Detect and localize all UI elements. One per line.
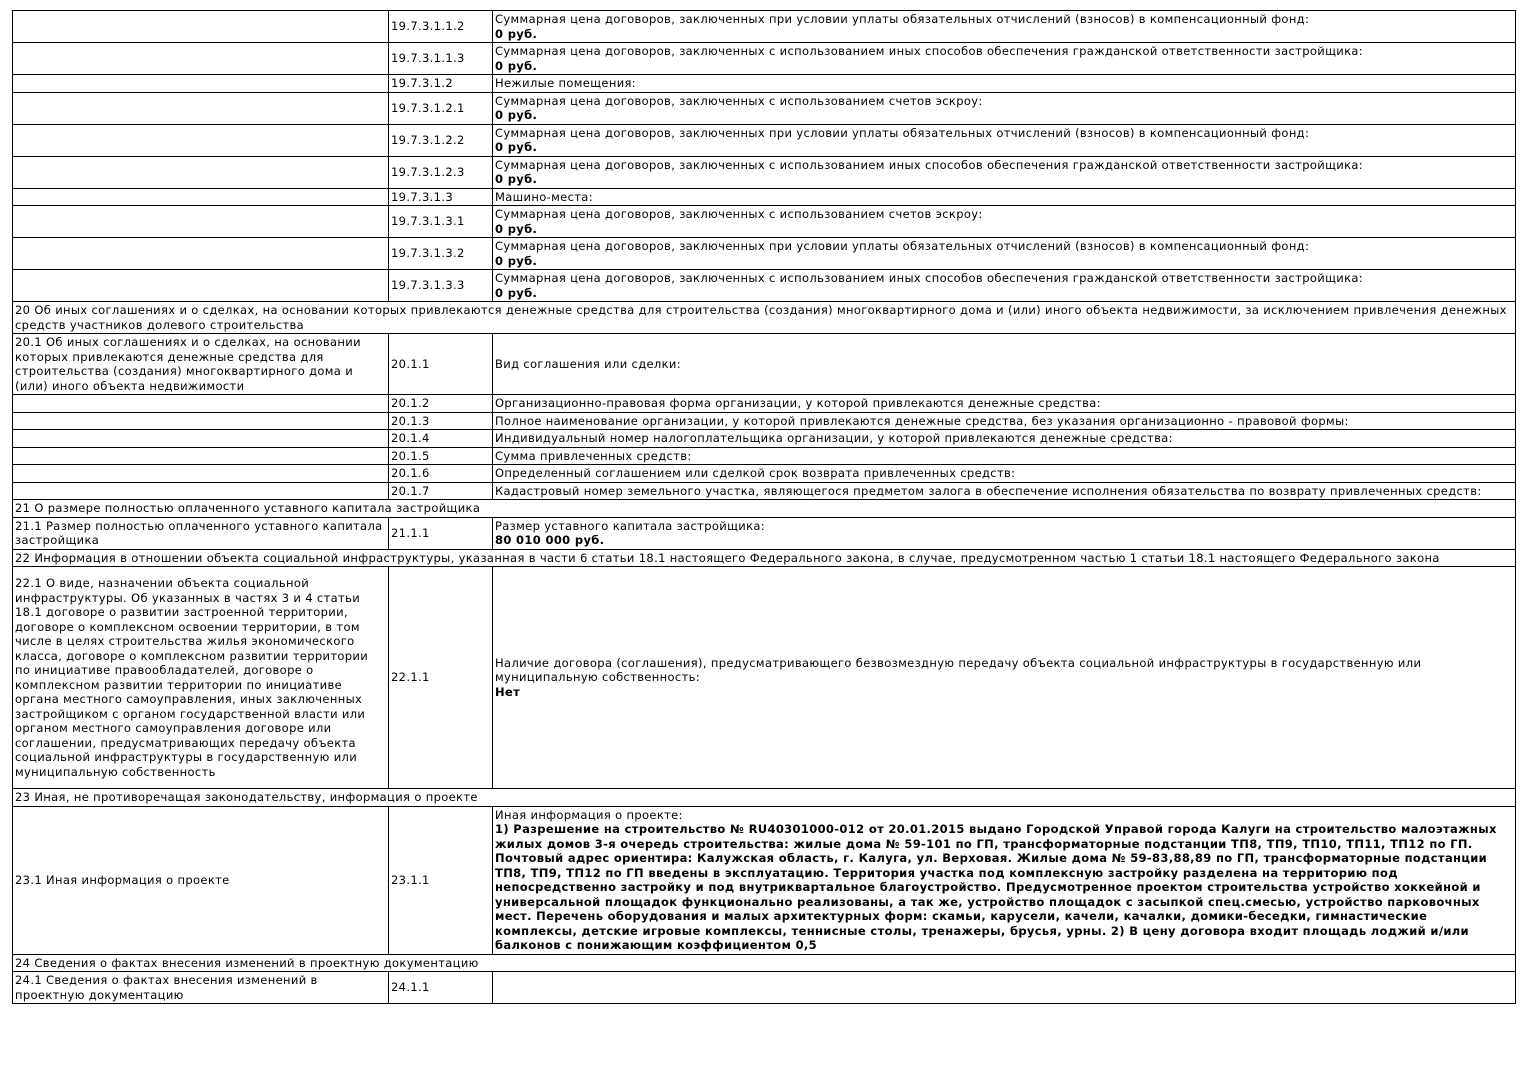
- row-content-cell: [493, 430, 1516, 448]
- row-content-cell: [493, 412, 1516, 430]
- row-content-cell: [493, 482, 1516, 500]
- row-value: 80 010 000 руб.: [495, 533, 605, 547]
- row-label: Кадастровый номер земельного участка, являющегося предметом залога в обеспечение исполнения обязательства по возврату привлеченных средств:: [495, 483, 1482, 498]
- row-content-cell: [493, 238, 1516, 270]
- row-subsection-cell: 21.1 Размер полностью оплаченного уставного капитала застройщика: [13, 517, 389, 549]
- row-subsection-cell: [13, 430, 389, 448]
- row-label: Суммарная цена договоров, заключенных при условии уплаты обязательных отчислений (взносов) в компенсационный фонд:: [495, 239, 1310, 253]
- row-code-cell: 19.7.3.1.1.3: [389, 43, 493, 75]
- row-content-cell: [493, 43, 1516, 75]
- row-code-cell: 22.1.1: [389, 567, 493, 789]
- table-row: [13, 567, 1516, 789]
- row-code-cell: 20.1.4: [389, 430, 493, 448]
- table-row: [13, 124, 1516, 156]
- row-label: Нежилые помещения:: [495, 76, 637, 90]
- row-label: Суммарная цена договоров, заключенных с использованием иных способов обеспечения гражданской ответственности застройщика:: [495, 157, 1364, 172]
- table-row: [13, 430, 1516, 448]
- row-subsection-cell: [13, 447, 389, 465]
- row-code-cell: 20.1.5: [389, 447, 493, 465]
- row-value: Нет: [495, 684, 521, 699]
- table-row: [13, 11, 1516, 43]
- row-content-cell: [493, 92, 1516, 124]
- row-code-cell: 21.1.1: [389, 517, 493, 549]
- row-code-cell: 19.7.3.1.3.3: [389, 270, 493, 302]
- row-content-cell: [493, 806, 1516, 954]
- table-row: [13, 806, 1516, 954]
- row-content-cell: [493, 11, 1516, 43]
- row-subsection-cell: [13, 156, 389, 188]
- row-code-cell: 20.1.7: [389, 482, 493, 500]
- row-subsection-cell: [13, 92, 389, 124]
- row-label: Вид соглашения или сделки:: [495, 356, 681, 371]
- table-row: [13, 517, 1516, 549]
- row-label: Индивидуальный номер налогоплательщика организации, у которой привлекаются денежные средства:: [495, 431, 1173, 445]
- row-label: Суммарная цена договоров, заключенных с использованием иных способов обеспечения гражданской ответственности застройщика:: [495, 271, 1364, 285]
- table-row: [13, 75, 1516, 93]
- table-row: [13, 92, 1516, 124]
- row-code-cell: 19.7.3.1.3.2: [389, 238, 493, 270]
- row-label: Сумма привлеченных средств:: [495, 448, 692, 463]
- row-subsection-cell: [13, 238, 389, 270]
- table-row: [13, 270, 1516, 302]
- row-code-cell: 19.7.3.1.1.2: [389, 11, 493, 43]
- row-label: Полное наименование организации, у которой привлекаются денежные средства, без указания организационно - правовой формы:: [495, 413, 1349, 428]
- row-subsection-cell: 22.1 О виде, назначении объекта социальной инфраструктуры. Об указанных в частях 3 и 4 статьи 18.1 договоре о развитии застроенной территории, договоре о комплексном освоении территории, в том числе в целях строительства жилья экономического класса, договоре о комплексном развитии территории по инициативе правообладателей, договоре о комплексном развитии территории по инициативе органа местного самоуправления, иных заключенных застройщиком с органом государственной власти или органом местного самоуправления договоре или соглашении, предусматривающих передачу объекта социальной инфраструктуры в государственную или муниципальную собственность: [13, 567, 389, 789]
- row-value: 0 руб.: [495, 108, 538, 122]
- row-label: Суммарная цена договоров, заключенных с использованием счетов эскроу:: [495, 93, 983, 108]
- row-subsection-cell: [13, 412, 389, 430]
- row-value: 0 руб.: [495, 221, 538, 236]
- table-row: [13, 972, 1516, 1004]
- row-label: Суммарная цена договоров, заключенных при условии уплаты обязательных отчислений (взносов) в компенсационный фонд:: [495, 12, 1310, 26]
- row-code-cell: 24.1.1: [389, 972, 493, 1004]
- row-subsection-cell: [13, 395, 389, 413]
- row-code-cell: 19.7.3.1.2.1: [389, 92, 493, 124]
- row-code-cell: 20.1.2: [389, 395, 493, 413]
- row-content-cell: [493, 206, 1516, 238]
- row-content-cell: [493, 75, 1516, 93]
- row-subsection-cell: 20.1 Об иных соглашениях и о сделках, на основании которых привлекаются денежные средства для строительства (создания) многоквартирного дома и (или) иного объекта недвижимости: [13, 334, 389, 395]
- row-content-cell: [493, 567, 1516, 789]
- row-content-cell: [493, 447, 1516, 465]
- section-header-row: [13, 954, 1516, 972]
- table-row: [13, 334, 1516, 395]
- row-label: Иная информация о проекте:: [495, 807, 683, 822]
- row-code-cell: 19.7.3.1.2: [389, 75, 493, 93]
- row-label: Суммарная цена договоров, заключенных при условии уплаты обязательных отчислений (взносов) в компенсационный фонд:: [495, 125, 1310, 140]
- row-content-cell: [493, 465, 1516, 483]
- row-subsection-cell: [13, 206, 389, 238]
- row-label: Суммарная цена договоров, заключенных с использованием счетов эскроу:: [495, 207, 983, 221]
- row-content-cell: [493, 334, 1516, 395]
- row-code-cell: 20.1.3: [389, 412, 493, 430]
- row-code-cell: 19.7.3.1.3.1: [389, 206, 493, 238]
- row-code-cell: 19.7.3.1.2.2: [389, 124, 493, 156]
- row-label: Машино-места:: [495, 189, 593, 204]
- table-row: [13, 412, 1516, 430]
- row-code-cell: 20.1.1: [389, 334, 493, 395]
- row-subsection-cell: [13, 188, 389, 206]
- table-row: [13, 238, 1516, 270]
- row-subsection-cell: 24.1 Сведения о фактах внесения изменений в проектную документацию: [13, 972, 389, 1004]
- project-declaration-table: [12, 10, 1516, 1004]
- row-value: 0 руб.: [495, 140, 538, 154]
- row-subsection-cell: [13, 482, 389, 500]
- row-value: 1) Разрешение на строительство № RU40301000-012 от 20.01.2015 выдано Городской Управой города Калуги на строительство малоэтажных жилых домов 3-я очередь строительства: жилые дома № 59-101 по ГП, трансформаторные подстанции ТП8, ТП9, ТП10, ТП11, ТП12 по ГП. Почтовый адрес ориентира: Калужская область, г. Калуга, ул. Верховая. Жилые дома № 59-83,88,89 по ГП, трансформаторные подстанции ТП8, ТП9, ТП12 по ГП введены в эксплуатацию. Территория участка под комплексную застройку разделена на территорию под непосредственно застройку и под внутриквартальное благоустройство. Предусмотренное проектом строительства устройство хоккейной и универсальной площадок функционально реализованы, а так же, устройство площадок с засыпкой спец.смесью, устройство парковочных мест. Перечень оборудования и малых архитектурных форм: скамьи, карусели, качели, качалки, домики-беседки, гимнастические комплексы, детские игровые комплексы, теннисные столы, тренажеры, брусья, урны. 2) В цену договора входит площадь лоджий и/или балконов с понижающим коэффициентом 0,5: [495, 822, 1497, 952]
- row-content-cell: [493, 124, 1516, 156]
- table-row: [13, 395, 1516, 413]
- row-code-cell: 19.7.3.1.2.3: [389, 156, 493, 188]
- row-content-cell: [493, 517, 1516, 549]
- section-title: 22 Информация в отношении объекта социальной инфраструктуры, указанная в части 6 статьи 18.1 настоящего Федерального закона, в случае, предусмотренном частью 1 статьи 18.1 настоящего Федерального закона: [13, 549, 1516, 567]
- row-content-cell: [493, 972, 1516, 1004]
- section-title: 21 О размере полностью оплаченного уставного капитала застройщика: [13, 500, 1516, 518]
- row-value: 0 руб.: [495, 26, 538, 41]
- row-subsection-cell: [13, 43, 389, 75]
- row-label: Суммарная цена договоров, заключенных с использованием иных способов обеспечения гражданской ответственности застройщика:: [495, 44, 1364, 58]
- table-row: [13, 482, 1516, 500]
- table-row: [13, 447, 1516, 465]
- table-row: [13, 43, 1516, 75]
- row-content-cell: [493, 395, 1516, 413]
- table-row: [13, 206, 1516, 238]
- row-subsection-cell: [13, 75, 389, 93]
- row-subsection-cell: [13, 465, 389, 483]
- row-value: 0 руб.: [495, 172, 538, 186]
- row-label: Определенный соглашением или сделкой срок возврата привлеченных средств:: [495, 466, 1016, 480]
- row-code-cell: 19.7.3.1.3: [389, 188, 493, 206]
- row-subsection-cell: [13, 270, 389, 302]
- row-subsection-cell: 23.1 Иная информация о проекте: [13, 806, 389, 954]
- row-label: Наличие договора (соглашения), предусматривающего безвозмездную передачу объекта социальной инфраструктуры в государственную или муниципальную собственность:: [495, 655, 1422, 685]
- section-header-row: [13, 500, 1516, 518]
- row-content-cell: [493, 156, 1516, 188]
- row-value: 0 руб.: [495, 253, 538, 268]
- row-content-cell: [493, 188, 1516, 206]
- row-content-cell: [493, 270, 1516, 302]
- row-label: Размер уставного капитала застройщика:: [495, 518, 765, 533]
- section-header-row: [13, 302, 1516, 334]
- section-header-row: [13, 549, 1516, 567]
- row-subsection-cell: [13, 124, 389, 156]
- row-code-cell: 20.1.6: [389, 465, 493, 483]
- section-title: 24 Сведения о фактах внесения изменений в проектную документацию: [13, 954, 1516, 972]
- table-row: [13, 188, 1516, 206]
- section-title: 23 Иная, не противоречащая законодательству, информация о проекте: [13, 789, 1516, 807]
- row-value: 0 руб.: [495, 58, 538, 73]
- row-value: 0 руб.: [495, 285, 538, 300]
- table-row: [13, 465, 1516, 483]
- section-title: 20 Об иных соглашениях и о сделках, на основании которых привлекаются денежные средства для строительства (создания) многоквартирного дома и (или) иного объекта недвижимости, за исключением привлечения денежных средств участников долевого строительства: [13, 302, 1516, 334]
- row-subsection-cell: [13, 11, 389, 43]
- section-header-row: [13, 789, 1516, 807]
- row-code-cell: 23.1.1: [389, 806, 493, 954]
- row-label: Организационно-правовая форма организации, у которой привлекаются денежные средства:: [495, 396, 1101, 410]
- table-row: [13, 156, 1516, 188]
